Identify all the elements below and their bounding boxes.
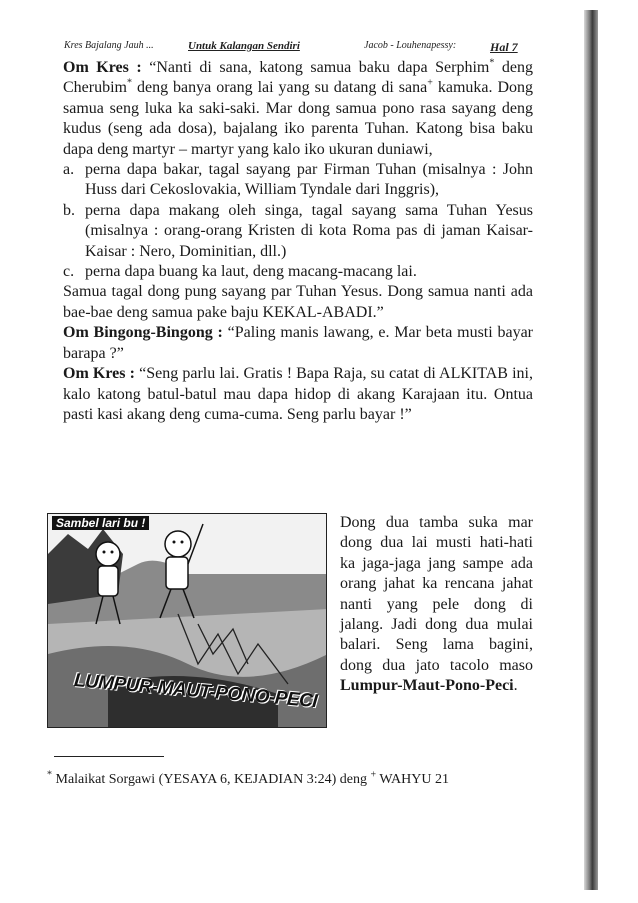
footnote-marker-star: *	[127, 78, 132, 90]
footnote-divider	[54, 756, 164, 757]
side-paragraph-text: Dong dua tamba suka mar dong dua lai musti hati-hati ka jaga-jaga jang sampe ada orang jahat ka rencana jahat nanti yang pele dong di jalang. Jadi dong dua mulai balari. Seng lama bagini, dong dua jato tacolo maso	[340, 514, 533, 674]
page-number: Hal 7	[490, 40, 518, 54]
list-item	[63, 201, 533, 262]
mud-sign-label: LUMPUR-MAUT-PONO-PECI	[73, 670, 318, 713]
dialogue-text: kamuka. Dong samua seng luka ka saki-saki. Mar dong samua pono rasa sayang deng kudus (seng ada dosa), bajalang iko parenta Tuhan. Katong bisa baku dapa deng martyr – martyr yang kalo iko ukuran duniawi,	[63, 79, 534, 158]
speaker-label: Om Kres :	[63, 59, 142, 76]
cartoon-caption-label: Sambel lari bu !	[52, 516, 149, 530]
header-author: Jacob - Louhenapessy:	[364, 40, 457, 51]
dialogue-text: deng banya orang lai yang su datang di sana	[132, 79, 428, 97]
speaker-label: Om Bingong-Bingong :	[63, 324, 223, 342]
footnote-text: Malaikat Sorgawi (YESAYA 6, KEJADIAN 3:24) deng	[52, 772, 371, 787]
list-item-text: perna dapa makang oleh singa, tagal sayang sama Tuhan Yesus (misalnya : orang-orang Kristen di kota Roma pas di jaman Kaisar-Kaisar : Nero, Dominitian, dll.)	[85, 201, 533, 260]
side-paragraph-end: .	[513, 677, 518, 695]
list-item	[63, 160, 533, 201]
footnote-marker-star: *	[47, 769, 52, 781]
martyr-list	[63, 160, 533, 282]
book-spine-shadow	[584, 10, 598, 890]
paragraph-om-bingong	[63, 323, 533, 364]
footnote-marker-star: *	[489, 57, 495, 69]
paragraph-om-kres-2	[63, 364, 533, 425]
footnote-text: WAHYU 21	[376, 772, 449, 787]
list-item	[63, 262, 533, 282]
list-marker: b.	[63, 201, 75, 219]
side-paragraph-emphasis: Lumpur-Maut-Pono-Peci	[340, 677, 514, 695]
page-header	[64, 40, 532, 56]
cartoon-illustration	[47, 513, 327, 728]
list-item-text: perna dapa bakar, tagal sayang par Firman Tuhan (misalnya : John Huss dari Cekoslovakia, William Tyndale dari Inggris),	[85, 161, 533, 199]
speaker-label: Om Kres :	[63, 365, 135, 383]
list-item-text: perna dapa buang ka laut, deng macang-macang lai.	[85, 263, 417, 281]
header-distribution-note: Untuk Kalangan Sendiri	[188, 40, 300, 52]
footnote	[47, 769, 527, 788]
footnote-marker-plus: +	[427, 78, 433, 90]
page-body	[63, 58, 533, 425]
header-book-title: Kres Bajalang Jauh ...	[64, 40, 154, 51]
dialogue-text: “Paling manis lawang, e. Mar beta musti bayar barapa ?”	[63, 324, 533, 362]
dialogue-text: “Seng parlu lai. Gratis ! Bapa Raja, su catat di ALKITAB ini, kalo katong batul-batul mau dapa hidop di akang Karajaan itu. Ontua pasti kasi akang deng cuma-cuma. Seng parlu bayar !”	[63, 365, 534, 423]
dialogue-text: “Nanti di sana, katong samua baku dapa Serphim	[141, 59, 490, 76]
side-paragraph	[340, 513, 533, 697]
list-marker: c.	[63, 263, 75, 281]
footnote-marker-plus: +	[370, 769, 377, 781]
paragraph-om-kres-1	[63, 58, 533, 160]
dialogue-text: deng Cherubim	[63, 59, 533, 97]
paragraph-samua: Samua tagal dong pung sayang par Tuhan Yesus. Dong samua nanti ada bae-bae deng samua pake baju KEKAL-ABADI.”	[63, 283, 533, 321]
list-marker: a.	[63, 161, 75, 179]
illustration-box	[47, 513, 327, 728]
